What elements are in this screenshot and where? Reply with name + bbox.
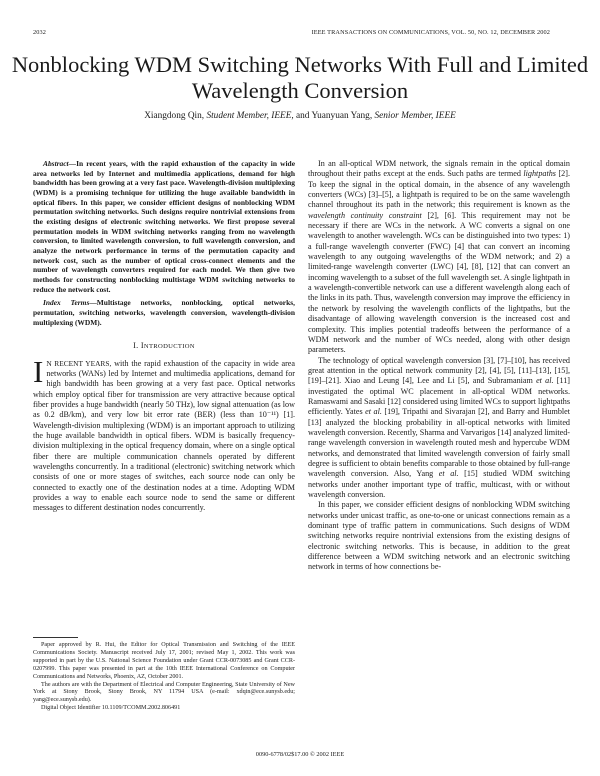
author-conjunction: and — [296, 111, 310, 121]
abstract-label: Abstract— — [43, 159, 77, 168]
index-terms-label: Index Terms— — [43, 298, 97, 308]
drop-cap: I — [33, 353, 44, 389]
abstract-text: In recent years, with the rapid exhaustion of the capacity in wide area networks led by Internet and multimedia applications, demand for high bandwidth has been growing at a very fast pace. Wavelength-division multiplexing (WDM) is a promising technique for utilizing the huge available bandwidth in optical fibers. In this paper, we consider efficient designs of nonblocking WDM permutation switching networks. Such designs require nontrivial extensions from the existing designs of electronic switching networks. We first propose several permutation models in WDM switching networks ranging from no wavelength conversion, to limited wavelength conversion, to full wavelength conversion, and analyze the network performance in terms of the permutation capacity and network cost, such as the number of optical cross-connect elements and the number of wavelength converters required for each model. We then give two methods for constructing nonblocking multistage WDM switching networks to reduce the network cost. — [33, 159, 295, 294]
text-run: [11] investigated the optimal WC placement in all-optical WDM networks. Ramaswami and Sasaki [12] considered using limited WCs to support lightpaths efficiently. Yates — [308, 376, 571, 417]
right-column — [308, 159, 570, 573]
et-al: et al. — [536, 376, 554, 386]
intro-paragraph-1 — [33, 353, 295, 514]
index-terms-text: Multistage networks, nonblocking, optical networks, permutation, switching networks, wavelength conversion, wavelength-division multiplexing (WDM). — [33, 298, 295, 327]
text-run: [2], [6]. This requirement may not be necessary if there are WCs in the network. A WC converts a signal on one wavelength to another wavelength. WCs can be distinguished into two types: 1) a full-range wavelength converter (FWC) [4] that can convert an incoming wavelength to any outgoing wavelengths of the WDM network; and 2) a limited-range wavelength converter (LWC) [4], [8], [12] that can convert an incoming wavelength to a subset of the full wavelength set. A single lightpath in a wavelength-convertible network can use a different wavelength along each of the links in its path. Thus, wavelength conversion may improve the efficiency in the network by resolving the wavelength conflicts of the lightpaths, but the disadvantage of allowing wavelength conversion is the increased cost and complexity. This implies potential tradeoffs between the performance of a WDM network and the number of WCs needed, along with other design parameters. — [308, 210, 570, 355]
text-run: In an all-optical WDM network, the signals remain in the optical domain throughout their paths except at the ends. Such paths are termed — [308, 159, 570, 179]
author-line — [0, 111, 600, 121]
section-title-initial: I — [140, 341, 144, 351]
term-wavelength-continuity-constraint: wavelength continuity constraint — [308, 210, 422, 220]
et-al: et al. — [438, 469, 459, 479]
page-number: 2032 — [33, 29, 46, 36]
intro-lead-words: N RECENT YEARS, — [46, 358, 112, 368]
copyright-line: 0090-6778/02$17.00 © 2002 IEEE — [255, 751, 345, 758]
author-1-name: Xiangdong Qin, — [144, 111, 205, 121]
text-run: [19], Tripathi and Sivarajan [2], and Barry and Humblet [13] analyzed the blocking probability in all-optical networks with limited wavelength conversion. Recently, Sharma and Varvarigos [14] analyzed limited-range wavelength conversion in wavelength routed mesh and hypercube WDM networks, and demonstrated that limited wavelength conversion of fairly small degree is sufficient to obtain benefits comparable to those obtained by full-range wavelength conversion. Also, Yang — [308, 407, 571, 479]
footnotes — [33, 642, 295, 713]
body-paragraph-3 — [308, 356, 570, 501]
intro-text: with the rapid exhaustion of the capacity in wide area networks (WANs) led by Internet and multimedia applications, demand for high bandwidth has been growing at a very fast pace. Optical networks which employ optical fiber for transmission are very attractive because optical fiber provides a huge bandwidth (nearly 50 THz), low signal attenuation (as low as 0.2 dB/km), and very low bit error rate (BER) (less than 10⁻¹¹) [1]. Wavelength-division multiplexing (WDM) is an important approach to utilizing the huge available bandwidth in optical fibers. WDM is basically frequency-division multiplexing in the optical frequency domain, where on a single optical fiber there are multiple communication channels operated by different wavelengths concurrently. In a traditional (electronic) switching network which consists of one or more stages of switches, each source node can only be connected to exactly one of the destination nodes at a time. Adopting WDM provides a way to enable each source node to send the same or different messages to different destination nodes concurrently. — [33, 358, 295, 513]
author-2-name: Yuanyuan Yang, — [311, 111, 373, 121]
text-run: [15] studied WDM switching networks under another important type of traffic, multicast, with or without wavelength conversion. — [308, 469, 571, 499]
footnote-doi: Digital Object Identifier 10.1109/TCOMM.2002.806491 — [41, 705, 181, 712]
section-number: I. — [133, 341, 139, 351]
paper-title: Nonblocking WDM Switching Networks With Full and Limited Wavelength Conversion — [11, 52, 589, 103]
footnote-affiliation: The authors are with the Department of Electrical and Computer Engineering, State University of New York at Stony Brook, Stony Brook, NY 11794 USA (e-mail: xdqin@ece.sunysb.edu; yang@ece.sunysb.edu). — [33, 681, 295, 704]
footnote-manuscript: Paper approved by R. Hui, the Editor for Optical Transmission and Switching of the IEEE Communications Society. Manuscript received July 17, 2001; revised May 1, 2002. This work was supported in part by the U.S. National Science Foundation under Grant CCR-0073085 and Grant CCR-0207999. This paper was presented in part at the 10th IEEE International Conference on Computer Communications and Networks, Phoenix, AZ, October 2001. — [33, 642, 295, 680]
term-lightpaths: lightpaths — [523, 169, 556, 179]
index-terms — [33, 298, 295, 327]
journal-header: IEEE TRANSACTIONS ON COMMUNICATIONS, VOL. 50, NO. 12, DECEMBER 2002 — [311, 29, 550, 36]
footnote-divider — [33, 637, 78, 638]
abstract — [33, 159, 295, 294]
author-1-role: Student Member, IEEE, — [206, 111, 294, 121]
body-paragraph-2 — [308, 159, 570, 356]
left-column — [33, 159, 295, 514]
section-heading-introduction — [33, 341, 295, 352]
text-run: The technology of optical wavelength conversion [3], [7]–[10], has received great attention in the optical network community [2], [4], [5], [11]–[13], [15], [19]–[21]. Xiao and Leung [4], Lee and Li [5], and Subramaniam — [308, 355, 570, 386]
text-run: [2]. To keep the signal in the optical domain, in the absence of any wavelength converters (WCs) [3]–[5], a lightpath is required to be on the same wavelength channel throughout its path in the network; this requirement is known as the — [308, 169, 570, 210]
author-2-role: Senior Member, IEEE — [374, 111, 456, 121]
body-paragraph-4: In this paper, we consider efficient designs of nonblocking WDM switching networks under unicast traffic, as one-to-one or unicast connections remain as a dominant type of traffic pattern in communications. Such designs of WDM switching networks require nontrivial extensions from the existing designs of electronic switching networks. This is because, in addition to the great difference between a WDM switching network and an electronic switching network in terms of how connections be- — [308, 500, 570, 572]
et-al: et al. — [365, 407, 382, 417]
section-title-rest: NTRODUCTION — [143, 343, 195, 351]
